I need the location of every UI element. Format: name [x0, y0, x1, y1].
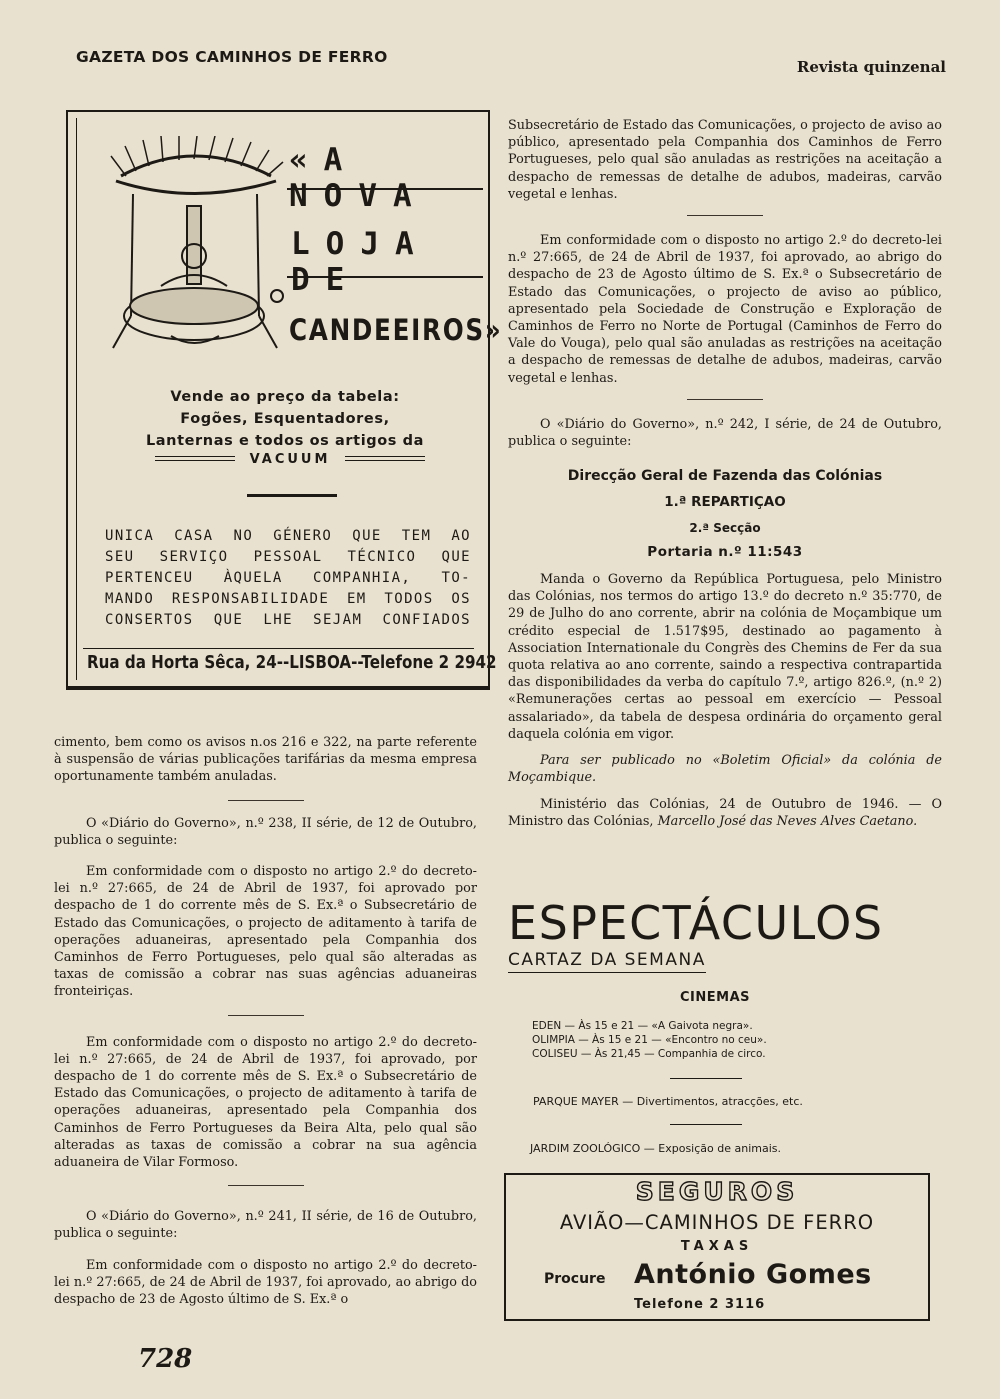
cartaz-subtitle: CARTAZ DA SEMANA — [508, 950, 706, 973]
ad-service-line: SEU SERVIÇO PESSOAL TÉCNICO QUE — [105, 549, 471, 565]
seguros-agent-name: António Gomes — [634, 1259, 872, 1290]
ad-title-line-3: CANDEEIROS» — [289, 313, 503, 347]
ad-address: Rua da Horta Sêca, 24--LISBOA--Telefone 2 2942 — [87, 652, 497, 673]
ad-title-rule — [287, 188, 483, 190]
seguros-subtitle: AVIÃO—CAMINHOS DE FERRO — [559, 1211, 875, 1234]
paragraph: Em conformidade com o disposto no artigo 2.º do decreto-lei n.º 27:665, de 24 de Abril de 1937, foi aprovado, por despacho de 1 do corrente mês de S. Ex.ª o Subsecretário de Estado das Comunicações, o projecto de aditamento à tarifa de operações aduaneiras, apresentado pela Companhia dos Caminhos de Ferro Portugueses da Beira Alta, pelo qual são alteradas as taxas de comissão a cobrar na sua agência aduaneira de Vilar Formoso. — [54, 1034, 477, 1171]
ad-service-text — [105, 526, 471, 631]
paragraph: Para ser publicado no «Boletim Oficial» da colónia de Moçambique. — [508, 753, 942, 786]
paragraph: Subsecretário de Estado das Comunicações, o projecto de aviso ao público, apresentado pela Companhia dos Caminhos de Ferro Portugueses, pelo qual são anuladas as restrições na aceitação a despacho de remessas de detalhe de adubos, madeiras, carvão vegetal e lenhas. — [508, 118, 942, 202]
portaria-heading: Portaria n.º 11:543 — [647, 543, 803, 560]
section-heading: Direcção Geral de Fazenda das Colónias — [567, 468, 883, 485]
journal-subtitle: Revista quinzenal — [796, 58, 946, 76]
seguros-taxas: TAXAS — [680, 1239, 754, 1254]
espectaculos-title: ESPECTÁCULOS — [508, 896, 884, 950]
right-column-text — [508, 117, 942, 830]
page-number: 728 — [138, 1344, 193, 1374]
journal-title: GAZETA DOS CAMINHOS DE FERRO — [76, 48, 388, 66]
section-separator — [228, 800, 304, 801]
left-column-text — [54, 734, 477, 1308]
paragraph: O «Diário do Governo», n.º 242, I série, de 24 de Outubro, publica o seguinte: — [508, 416, 942, 450]
ad-vacuum-brand: VACUUM — [249, 452, 331, 467]
cinema-listing: COLISEU — Às 21,45 — Companhia de circo. — [532, 1048, 766, 1060]
section-separator — [687, 215, 763, 216]
paragraph: O «Diário do Governo», n.º 241, II série, de 16 de Outubro, publica o seguinte: — [54, 1209, 477, 1242]
paragraph: Em conformidade com o disposto no artigo 2.º do decreto-lei n.º 27:665, de 24 de Abril de 1937, foi aprovado por despacho de 1 do corrente mês de S. Ex.ª o Subsecretário de Estado das Comunicações, o projecto de aditamento à tarifa de operações aduaneiras, apresentado pela Companhia dos Caminhos de Ferro Portugueses, pelo qual são alteradas as taxas de comissão a cobrar nas suas agências aduaneiras fronteiriças. — [54, 864, 477, 1000]
paragraph: Em conformidade com o disposto no artigo 2.º do decreto-lei n.º 27:665, de 24 de Abril de 1937, foi aprovado, ao abrigo do despacho de 23 de Agosto último de S. Ex.ª o Subsecretário de Estado das Comunicações, o projecto de aviso ao público, apresentado pela Sociedade de Construção e Exploração de Caminhos de Ferro no Norte de Portugal (Caminhos de Ferro do Vale do Vouga), pelo qual são anuladas as restrições na aceitação a despacho de remessas de detalhe de adubos, madeiras, carvão vegetal e lenhas. — [508, 233, 942, 386]
ad-address-rule — [83, 648, 474, 649]
signature-name: Marcello José das Neves Alves Caetano. — [657, 813, 918, 829]
parque-listing: PARQUE MAYER — Divertimentos, atracções, etc. — [533, 1095, 803, 1108]
kerosene-stove-illustration — [101, 136, 287, 356]
ad-product-list: Vende ao preço da tabela: Fogões, Esquentadores, Lanternas e todos os artigos da — [145, 389, 425, 449]
seguros-advertisement — [504, 1173, 930, 1321]
section-separator — [228, 1015, 304, 1016]
paragraph: Manda o Governo da República Portuguesa, pelo Ministro das Colónias, nos termos do artigo 13.º do decreto n.º 35:770, de 29 de Julho do ano corrente, abrir na colónia de Moçambique um crédito especial de 1.517$95, destinado ao pagamento à Association Internationale du Congrès des Chemins de Fer da sua quota relativa ao ano corrente, saindo a respectiva contrapartida das disponibilidades da verba do capítulo 7.º, artigo 826.º, (n.º 2) «Remunerações certas ao pessoal em exercício — Pessoal assalariado», da tabela de despesa ordinária do orçamento geral daquela colónia em vigor. — [508, 572, 942, 742]
ad-vacuum-row — [155, 452, 425, 468]
cinemas-heading: CINEMAS — [680, 990, 750, 1005]
paragraph: cimento, bem como os avisos n.os 216 e 322, na parte referente à suspensão de várias publicações tarifárias da mesma empresa oportunamente também anuladas. — [54, 735, 477, 785]
section-separator — [228, 1185, 304, 1186]
ad-title-line-2: LOJA DE — [291, 226, 430, 298]
signature-text: Ministério das Colónias, 24 de Outubro de 1946. — O Ministro das Colónias, — [508, 796, 942, 829]
seguros-title: SEGUROS — [635, 1177, 799, 1206]
ad-service-line: CONSERTOS QUE LHE SEJAM CONFIADOS — [105, 612, 471, 628]
lamp-store-advertisement — [66, 110, 503, 690]
cinema-listing: EDEN — Às 15 e 21 — «A Gaivota negra». — [532, 1020, 753, 1032]
jardim-listing: JARDIM ZOOLÓGICO — Exposição de animais. — [530, 1142, 781, 1155]
seguros-telephone: Telefone 2 3116 — [634, 1297, 766, 1312]
ad-service-line: MANDO RESPONSABILIDADE EM TODOS OS — [105, 591, 471, 607]
section-subheading: 2.ª Secção — [689, 520, 761, 535]
section-subheading: 1.ª REPARTIÇAO — [664, 494, 786, 511]
section-separator — [670, 1078, 742, 1079]
cinema-listings — [532, 1019, 767, 1061]
signature-paragraph — [508, 796, 942, 830]
ad-service-line: UNICA CASA NO GÉNERO QUE TEM AO — [105, 528, 471, 544]
ad-divider — [247, 494, 337, 497]
ad-double-rule — [345, 456, 425, 461]
ad-title-line-1: «A NOVA — [289, 142, 428, 214]
section-separator — [670, 1124, 742, 1125]
paragraph: Em conformidade com o disposto no artigo 2.º do decreto-lei n.º 27:665, de 24 de Abril de 1937, foi aprovado, ao abrigo do despacho de 23 de Agosto último de S. Ex.ª o — [54, 1257, 477, 1308]
ad-title-rule — [287, 276, 483, 278]
ad-service-line: PERTENCEU ÀQUELA COMPANHIA, TO- — [105, 570, 471, 586]
seguros-procure: Procure — [544, 1271, 606, 1287]
cinema-listing: OLIMPIA — Às 15 e 21 — «Encontro no ceu». — [532, 1034, 767, 1046]
paragraph: O «Diário do Governo», n.º 238, II série, de 12 de Outubro, publica o seguinte: — [54, 815, 477, 848]
section-separator — [687, 399, 763, 400]
